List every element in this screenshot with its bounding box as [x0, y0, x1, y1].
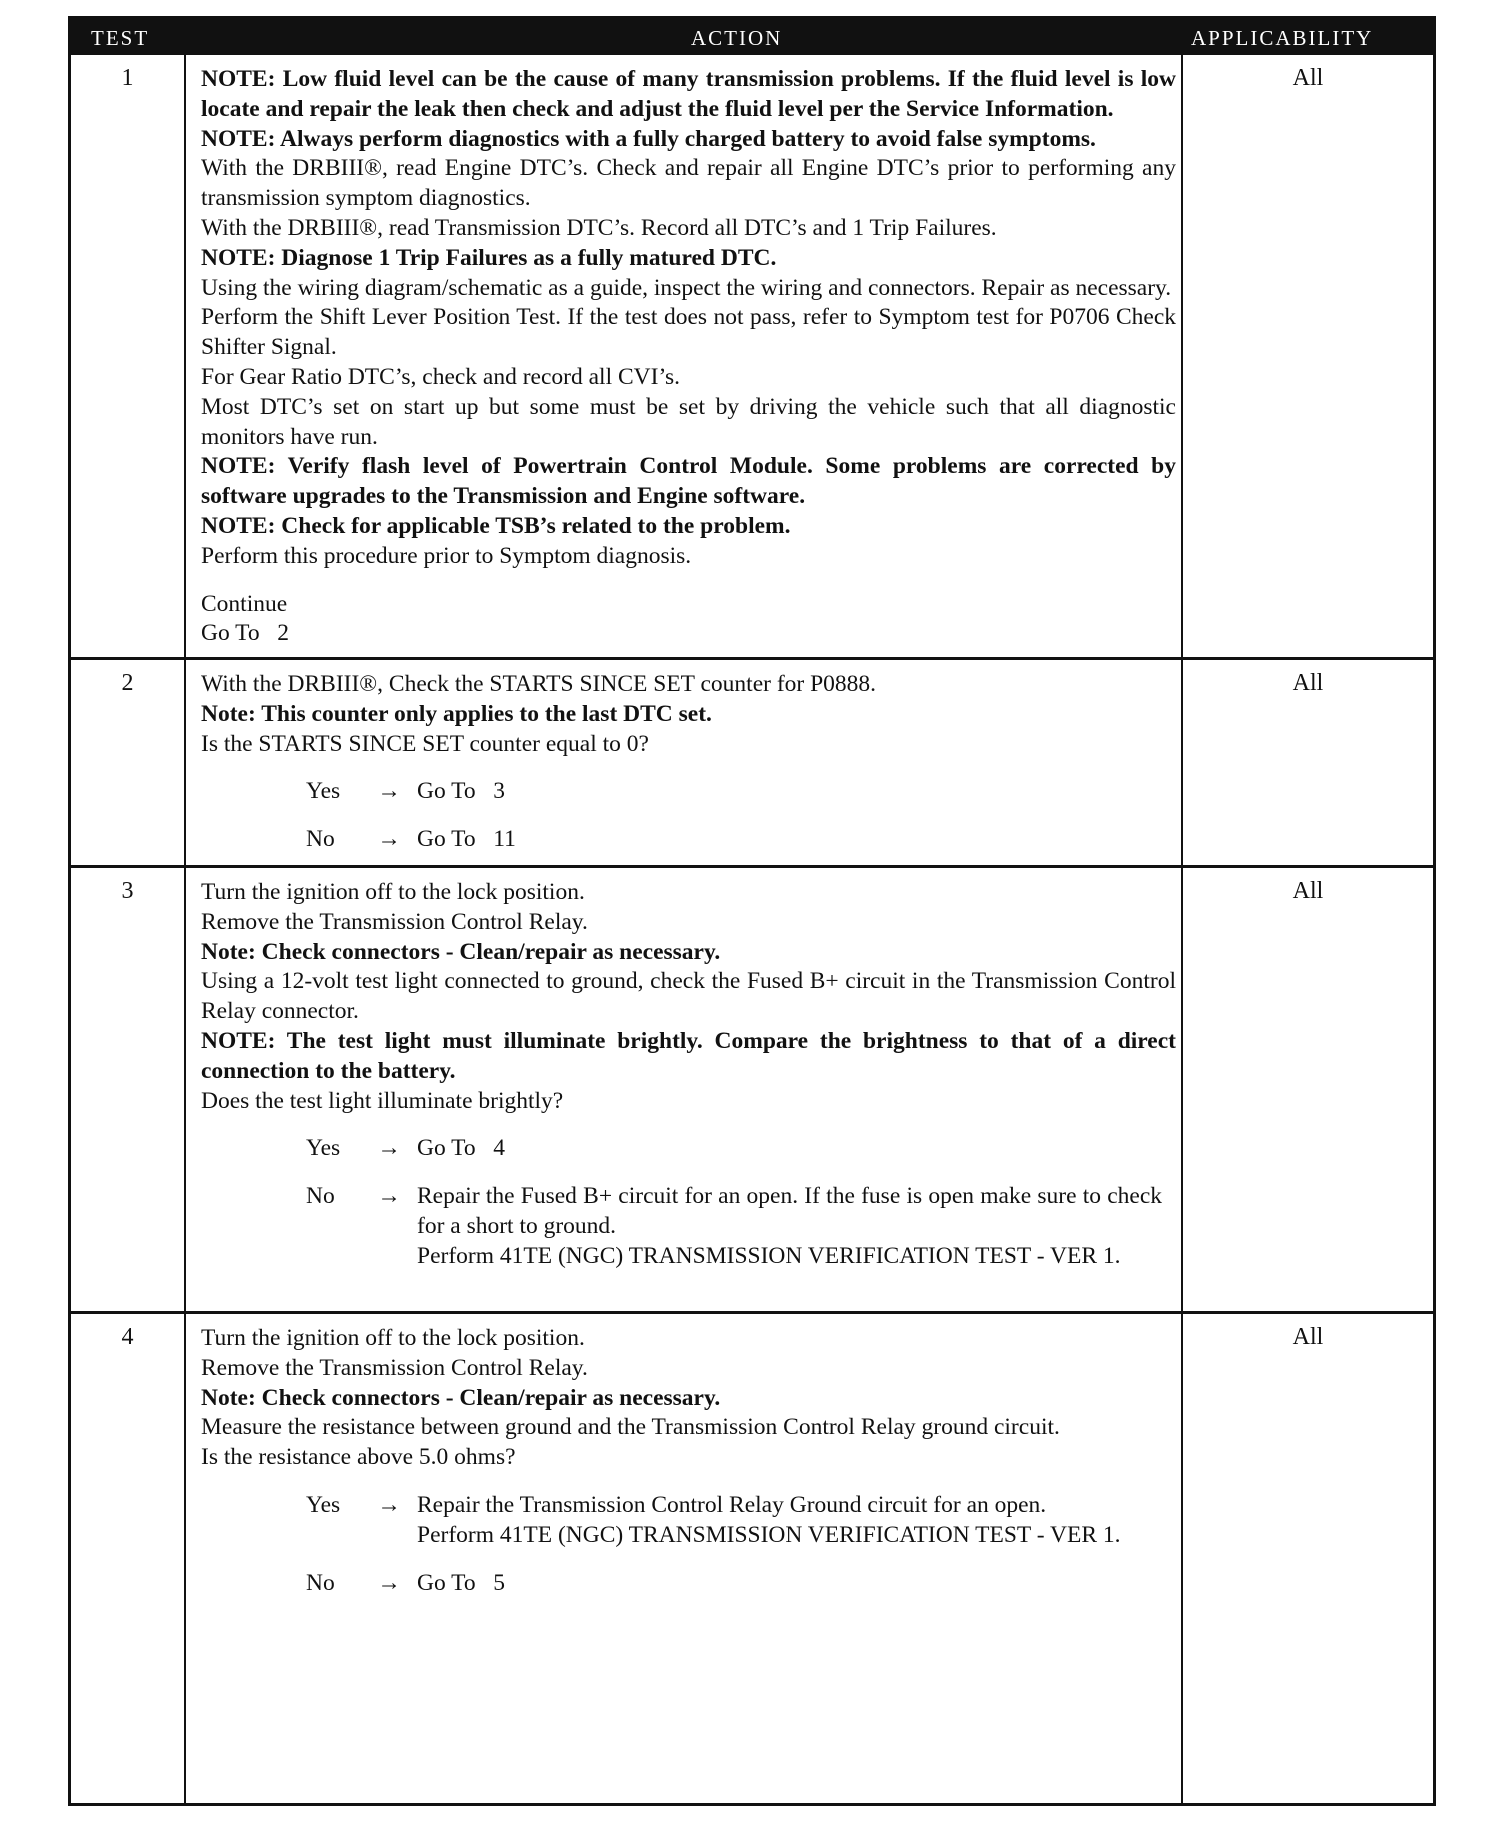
branch-label: No [306, 826, 335, 853]
test-number: 4 [121, 1324, 134, 1350]
action-line: NOTE: The test light must illuminate brightly. Compare the brightness to that of a direct connection to the battery. [201, 1027, 1176, 1084]
continue-label: Continue [201, 590, 288, 617]
branch-result [417, 1491, 1162, 1551]
table-row [71, 657, 1433, 865]
branch-label: No [306, 1569, 335, 1596]
result-text: Repair the Fused B+ circuit for an open. If the fuse is open make sure to check for a short to ground. [417, 1183, 1162, 1239]
header-test: TEST [91, 26, 150, 50]
goto-link[interactable]: Go To 4 [417, 1135, 506, 1162]
branch-yes [306, 777, 1176, 807]
action-line: Turn the ignition off to the lock position. [201, 879, 585, 905]
action-line: Perform the Shift Lever Position Test. If the test does not pass, refer to Symptom test for P0706 Check Shifter Signal. [201, 304, 1176, 361]
goto-link[interactable]: Go To 3 [417, 778, 506, 805]
action-cell [201, 878, 1176, 1272]
action-line: Measure the resistance between ground and the Transmission Control Relay ground circuit. [201, 1414, 1060, 1441]
action-line: Is the STARTS SINCE SET counter equal to 0? [201, 730, 649, 757]
arrow-icon: → [377, 1491, 401, 1518]
action-line: Using a 12-volt test light connected to ground, check the Fused B+ circuit in the Transmission Control Relay connector. [201, 968, 1176, 1025]
branch-yes [306, 1134, 1176, 1164]
action-line: Remove the Transmission Control Relay. [201, 1354, 588, 1381]
header-applicability: APPLICABILITY [1191, 26, 1374, 50]
action-line: Most DTC’s set on start up but some must be set by driving the vehicle such that all diagnostic monitors have run. [201, 393, 1176, 450]
test-number: 1 [121, 65, 134, 91]
action-line: Does the test light illuminate brightly? [201, 1087, 564, 1114]
action-line: NOTE: Low fluid level can be the cause of many transmission problems. If the fluid level is low locate and repair the leak then check and adjust the fluid level per the Service Information. [201, 66, 1176, 122]
action-line: Using the wiring diagram/schematic as a guide, inspect the wiring and connectors. Repair as necessary. [201, 274, 1172, 301]
arrow-icon: → [377, 826, 401, 853]
table-header [71, 19, 1433, 55]
action-line: Is the resistance above 5.0 ohms? [201, 1444, 516, 1471]
verification-test-link[interactable]: Perform 41TE (NGC) TRANSMISSION VERIFICATION TEST - VER 1. [417, 1521, 1121, 1548]
table-row [71, 1311, 1433, 1803]
action-line: For Gear Ratio DTC’s, check and record all CVI’s. [201, 363, 681, 390]
action-line: NOTE: Verify flash level of Powertrain Control Module. Some problems are corrected by software upgrades to the Transmission and Engine software. [201, 453, 1176, 510]
verification-test-link[interactable]: Perform 41TE (NGC) TRANSMISSION VERIFICATION TEST - VER 1. [417, 1242, 1121, 1269]
branch-label: Yes [306, 778, 341, 805]
arrow-icon: → [377, 1135, 401, 1162]
arrow-icon: → [377, 778, 401, 805]
action-line: Note: Check connectors - Clean/repair as necessary. [201, 1384, 721, 1411]
arrow-icon: → [377, 1569, 401, 1596]
branch-no [306, 1569, 1176, 1599]
action-line: With the DRBIII®, read Transmission DTC’s. Record all DTC’s and 1 Trip Failures. [201, 214, 997, 241]
action-line: NOTE: Check for applicable TSB’s related to the problem. [201, 512, 791, 539]
action-cell [201, 65, 1176, 649]
branch-no [306, 825, 1176, 855]
action-cell [201, 670, 1176, 855]
test-number: 3 [121, 878, 134, 904]
action-line: Turn the ignition off to the lock position. [201, 1325, 585, 1351]
result-text: Repair the Transmission Control Relay Ground circuit for an open. [417, 1491, 1047, 1518]
action-line: Note: Check connectors - Clean/repair as necessary. [201, 938, 721, 965]
action-line: With the DRBIII®, read Engine DTC’s. Check and repair all Engine DTC’s prior to performing any transmission symptom diagnostics. [201, 155, 1176, 212]
arrow-icon: → [377, 1183, 401, 1210]
table-row [71, 55, 1433, 657]
action-line: Note: This counter only applies to the last DTC set. [201, 700, 712, 727]
action-line: Perform this procedure prior to Symptom diagnosis. [201, 542, 692, 569]
branch-no [306, 1182, 1176, 1271]
branch-label: Yes [306, 1491, 341, 1518]
applicability-value: All [1292, 670, 1324, 696]
goto-link[interactable]: Go To 11 [417, 826, 516, 853]
action-line: Remove the Transmission Control Relay. [201, 908, 588, 935]
header-action: ACTION [691, 26, 783, 50]
goto-link[interactable]: Go To 2 [201, 620, 290, 647]
diagnostic-table [68, 16, 1436, 1806]
applicability-value: All [1292, 1324, 1324, 1350]
action-line: NOTE: Always perform diagnostics with a fully charged battery to avoid false symptoms. [201, 125, 1096, 152]
branch-result [417, 1182, 1162, 1271]
action-line: With the DRBIII®, Check the STARTS SINCE SET counter for P0888. [201, 671, 877, 697]
branch-yes [306, 1491, 1176, 1551]
branch-label: Yes [306, 1135, 341, 1162]
action-cell [201, 1324, 1176, 1598]
table-row [71, 865, 1433, 1311]
action-line: NOTE: Diagnose 1 Trip Failures as a fully matured DTC. [201, 244, 777, 271]
applicability-value: All [1292, 65, 1324, 91]
branch-label: No [306, 1183, 335, 1210]
applicability-value: All [1292, 878, 1324, 904]
goto-link[interactable]: Go To 5 [417, 1569, 506, 1596]
test-number: 2 [121, 670, 134, 696]
